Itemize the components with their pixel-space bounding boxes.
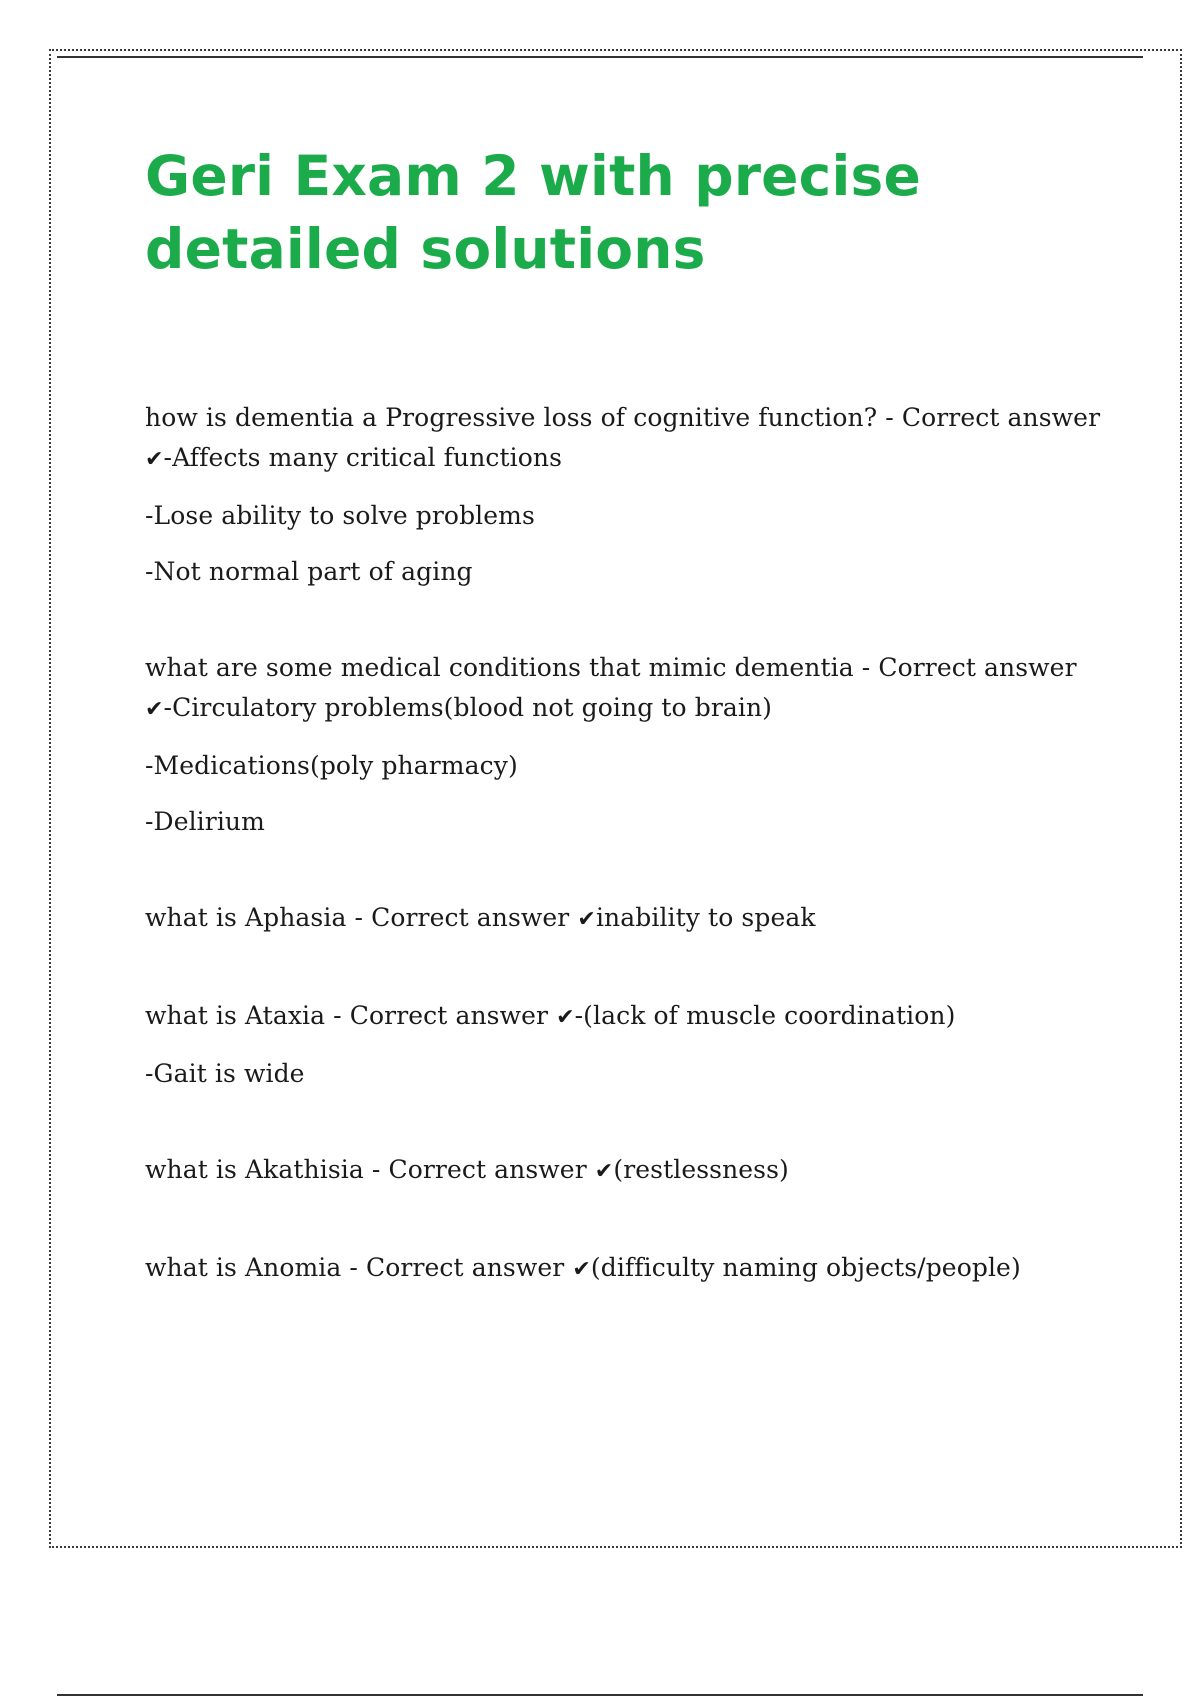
question-text: what is Aphasia - Correct answer [145, 903, 578, 932]
answer-detail-line: -Delirium [145, 807, 265, 836]
answer-text: -Circulatory problems(blood not going to brain) [163, 693, 773, 722]
answer-text: -(lack of muscle coordination) [574, 1001, 956, 1030]
check-icon: ✔ [556, 1005, 575, 1030]
qa-entry-ataxia [145, 996, 1105, 1094]
qa-entry-anomia [145, 1248, 1105, 1290]
answer-text: -Affects many critical functions [163, 443, 563, 472]
answer-detail-line: -Lose ability to solve problems [145, 501, 535, 530]
qa-entry-aphasia [145, 898, 1105, 940]
qa-entry-dementia [145, 398, 1105, 592]
answer-detail-line: -Gait is wide [145, 1059, 305, 1088]
check-icon: ✔ [145, 447, 164, 472]
question-text: what is Anomia - Correct answer [145, 1253, 573, 1282]
qa-question-line [145, 1150, 1105, 1192]
check-icon: ✔ [577, 907, 596, 932]
qa-question-line [145, 398, 1105, 480]
answer-detail-line: -Medications(poly pharmacy) [145, 751, 518, 780]
qa-entry-mimic-dementia [145, 648, 1105, 842]
question-text: what is Ataxia - Correct answer [145, 1001, 557, 1030]
top-rule [57, 56, 1143, 58]
document-title: Geri Exam 2 with precise detailed solutions [145, 144, 921, 281]
check-icon: ✔ [594, 1159, 614, 1184]
answer-text: (restlessness) [613, 1155, 789, 1184]
check-icon: ✔ [572, 1257, 591, 1282]
question-text: what are some medical conditions that mimic dementia - Correct answer [145, 653, 1077, 682]
bottom-rule [57, 1694, 1143, 1696]
answer-text: (difficulty naming objects/people) [590, 1253, 1021, 1282]
qa-question-line [145, 648, 1105, 730]
qa-question-line [145, 996, 1105, 1038]
qa-entry-akathisia [145, 1150, 1105, 1192]
answer-detail-line: -Not normal part of aging [145, 557, 473, 586]
qa-question-line [145, 898, 1105, 940]
question-text: what is Akathisia - Correct answer [145, 1155, 595, 1184]
answer-text: inability to speak [595, 903, 816, 932]
qa-question-line [145, 1248, 1105, 1290]
qa-list [145, 398, 1105, 1290]
document-body [145, 140, 1105, 1346]
check-icon: ✔ [145, 697, 164, 722]
question-text: how is dementia a Progressive loss of cognitive function? - Correct answer [145, 403, 1101, 432]
